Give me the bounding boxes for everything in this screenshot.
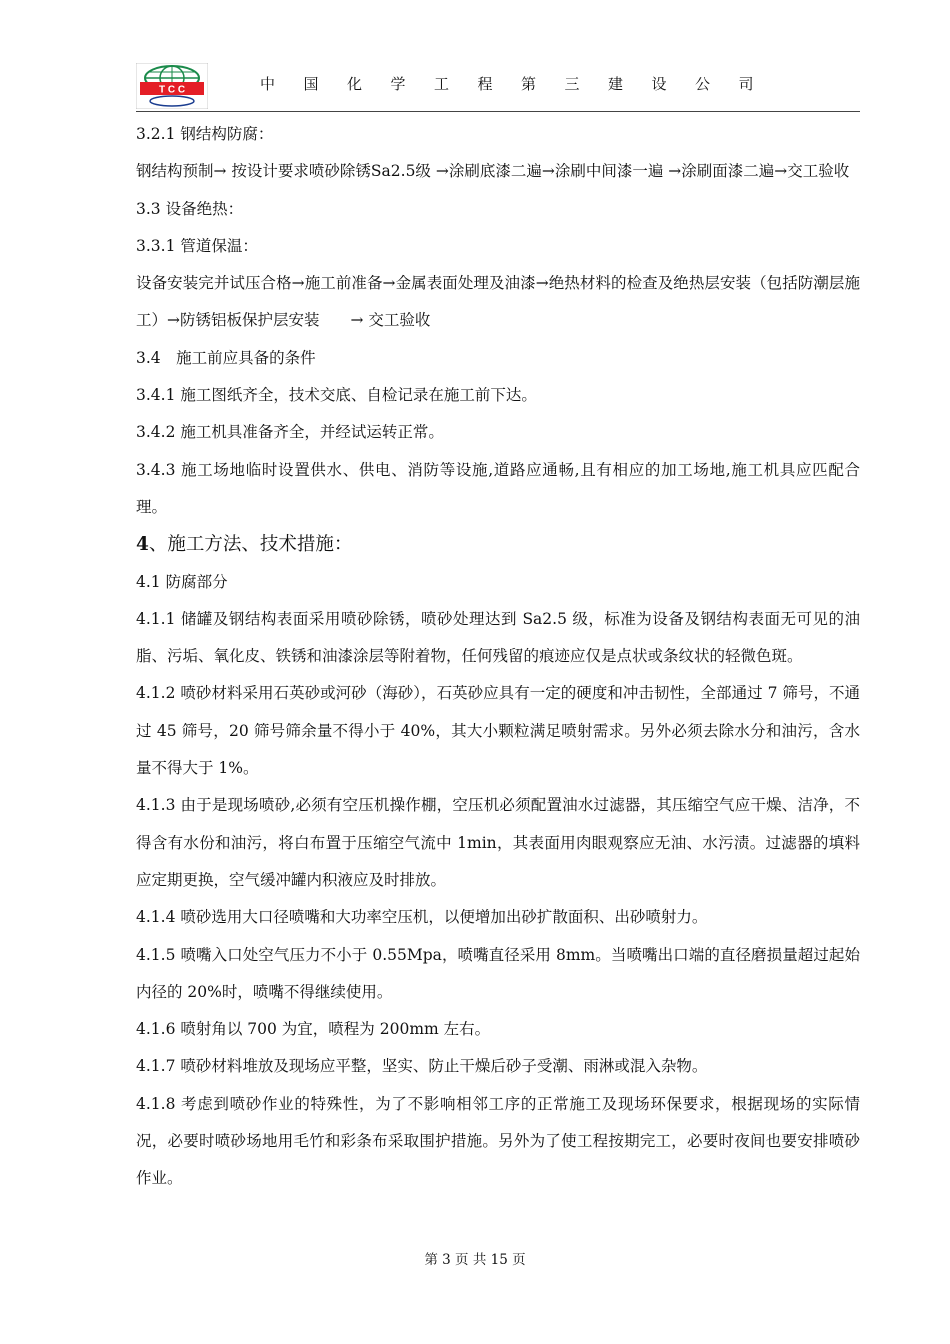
header-divider [136,111,860,112]
company-name: 中国化学工程第三建设公司 [260,75,783,93]
paragraph: 4.1.6 喷射角以 700 为宜，喷程为 200mm 左右。 [136,1020,491,1039]
paragraph: 4.1.7 喷砂材料堆放及现场应平整，坚实、防止干燥后砂子受潮、雨淋或混入杂物。 [136,1057,708,1076]
paragraph: 3.4.2 施工机具准备齐全，并经试运转正常。 [136,423,444,442]
page-header [136,63,860,111]
paragraph: 4.1.3 由于是现场喷砂,必须有空压机操作棚，空压机必须配置油水过滤器，其压缩空气应干燥、洁净，不得含有水份和油污，将白布置于压缩空气流中 1min，其表面用肉眼观察应无油、水污渍。过滤器的填料应定期更换，空气缓冲罐内积液应及时排放。 [136,796,860,889]
paragraph: 3.3.1 管道保温： [136,236,258,255]
company-logo [136,63,208,109]
paragraph: 4.1.1 储罐及钢结构表面采用喷砂除锈，喷砂处理达到 Sa2.5 级，标准为设备及钢结构表面无可见的油脂、污垢、氧化皮、铁锈和油漆涂层等附着物，任何残留的痕迹应仅是点状或条纹状的轻微色斑。 [136,609,860,666]
paragraph: 3.4.3 施工场地临时设置供水、供电、消防等设施,道路应通畅,且有相应的加工场地,施工机具应匹配合理。 [136,460,860,516]
paragraph: 4.1.4 喷砂选用大口径喷嘴和大功率空压机，以便增加出砂扩散面积、出砂喷射力。 [136,908,708,927]
paragraph: 3.4.1 施工图纸齐全，技术交底、自检记录在施工前下达。 [136,386,537,405]
logo-text: T C C [158,84,186,96]
paragraph: 设备安装完并试压合格→施工前准备→金属表面处理及油漆→绝热材料的检查及绝热层安装（包括防潮层施工）→防锈铝板保护层安装 → 交工验收 [136,274,860,330]
document-body [136,116,860,1198]
page-number: 第 3 页 共 15 页 [424,1252,526,1268]
paragraph: 钢结构预制→ 按设计要求喷砂除锈Sa2.5级 →涂刷底漆二遍→涂刷中间漆一遍 →涂刷面漆二遍→交工验收 [136,162,850,181]
paragraph: 3.4 施工前应具备的条件 [136,348,316,367]
section-title: 、施工方法、技术措施： [148,534,353,556]
paragraph: 4.1.5 喷嘴入口处空气压力不小于 0.55Mpa，喷嘴直径采用 8mm。当喷嘴出口端的直径磨损量超过起始内径的 20%时，喷嘴不得继续使用。 [136,945,860,1001]
paragraph: 4.1.8 考虑到喷砂作业的特殊性，为了不影响相邻工序的正常施工及现场环保要求，根据现场的实际情况，必要时喷砂场地用毛竹和彩条布采取围护措施。另外为了使工程按期完工，必要时夜间也要安排喷砂作业。 [136,1094,860,1188]
section-number: 4 [136,534,149,556]
section-heading [136,526,860,563]
paragraph: 4.1.2 喷砂材料采用石英砂或河砂（海砂），石英砂应具有一定的硬度和冲击韧性，全部通过 7 筛号，不通过 45 筛号，20 筛号筛余量不得小于 40%，其大小颗粒满足喷射需求。另外必须去除水分和油污，含水量不得大于 1%。 [136,684,860,778]
paragraph: 3.3 设备绝热： [136,199,244,218]
paragraph: 3.2.1 钢结构防腐： [136,125,274,143]
paragraph: 4.1 防腐部分 [136,572,228,591]
